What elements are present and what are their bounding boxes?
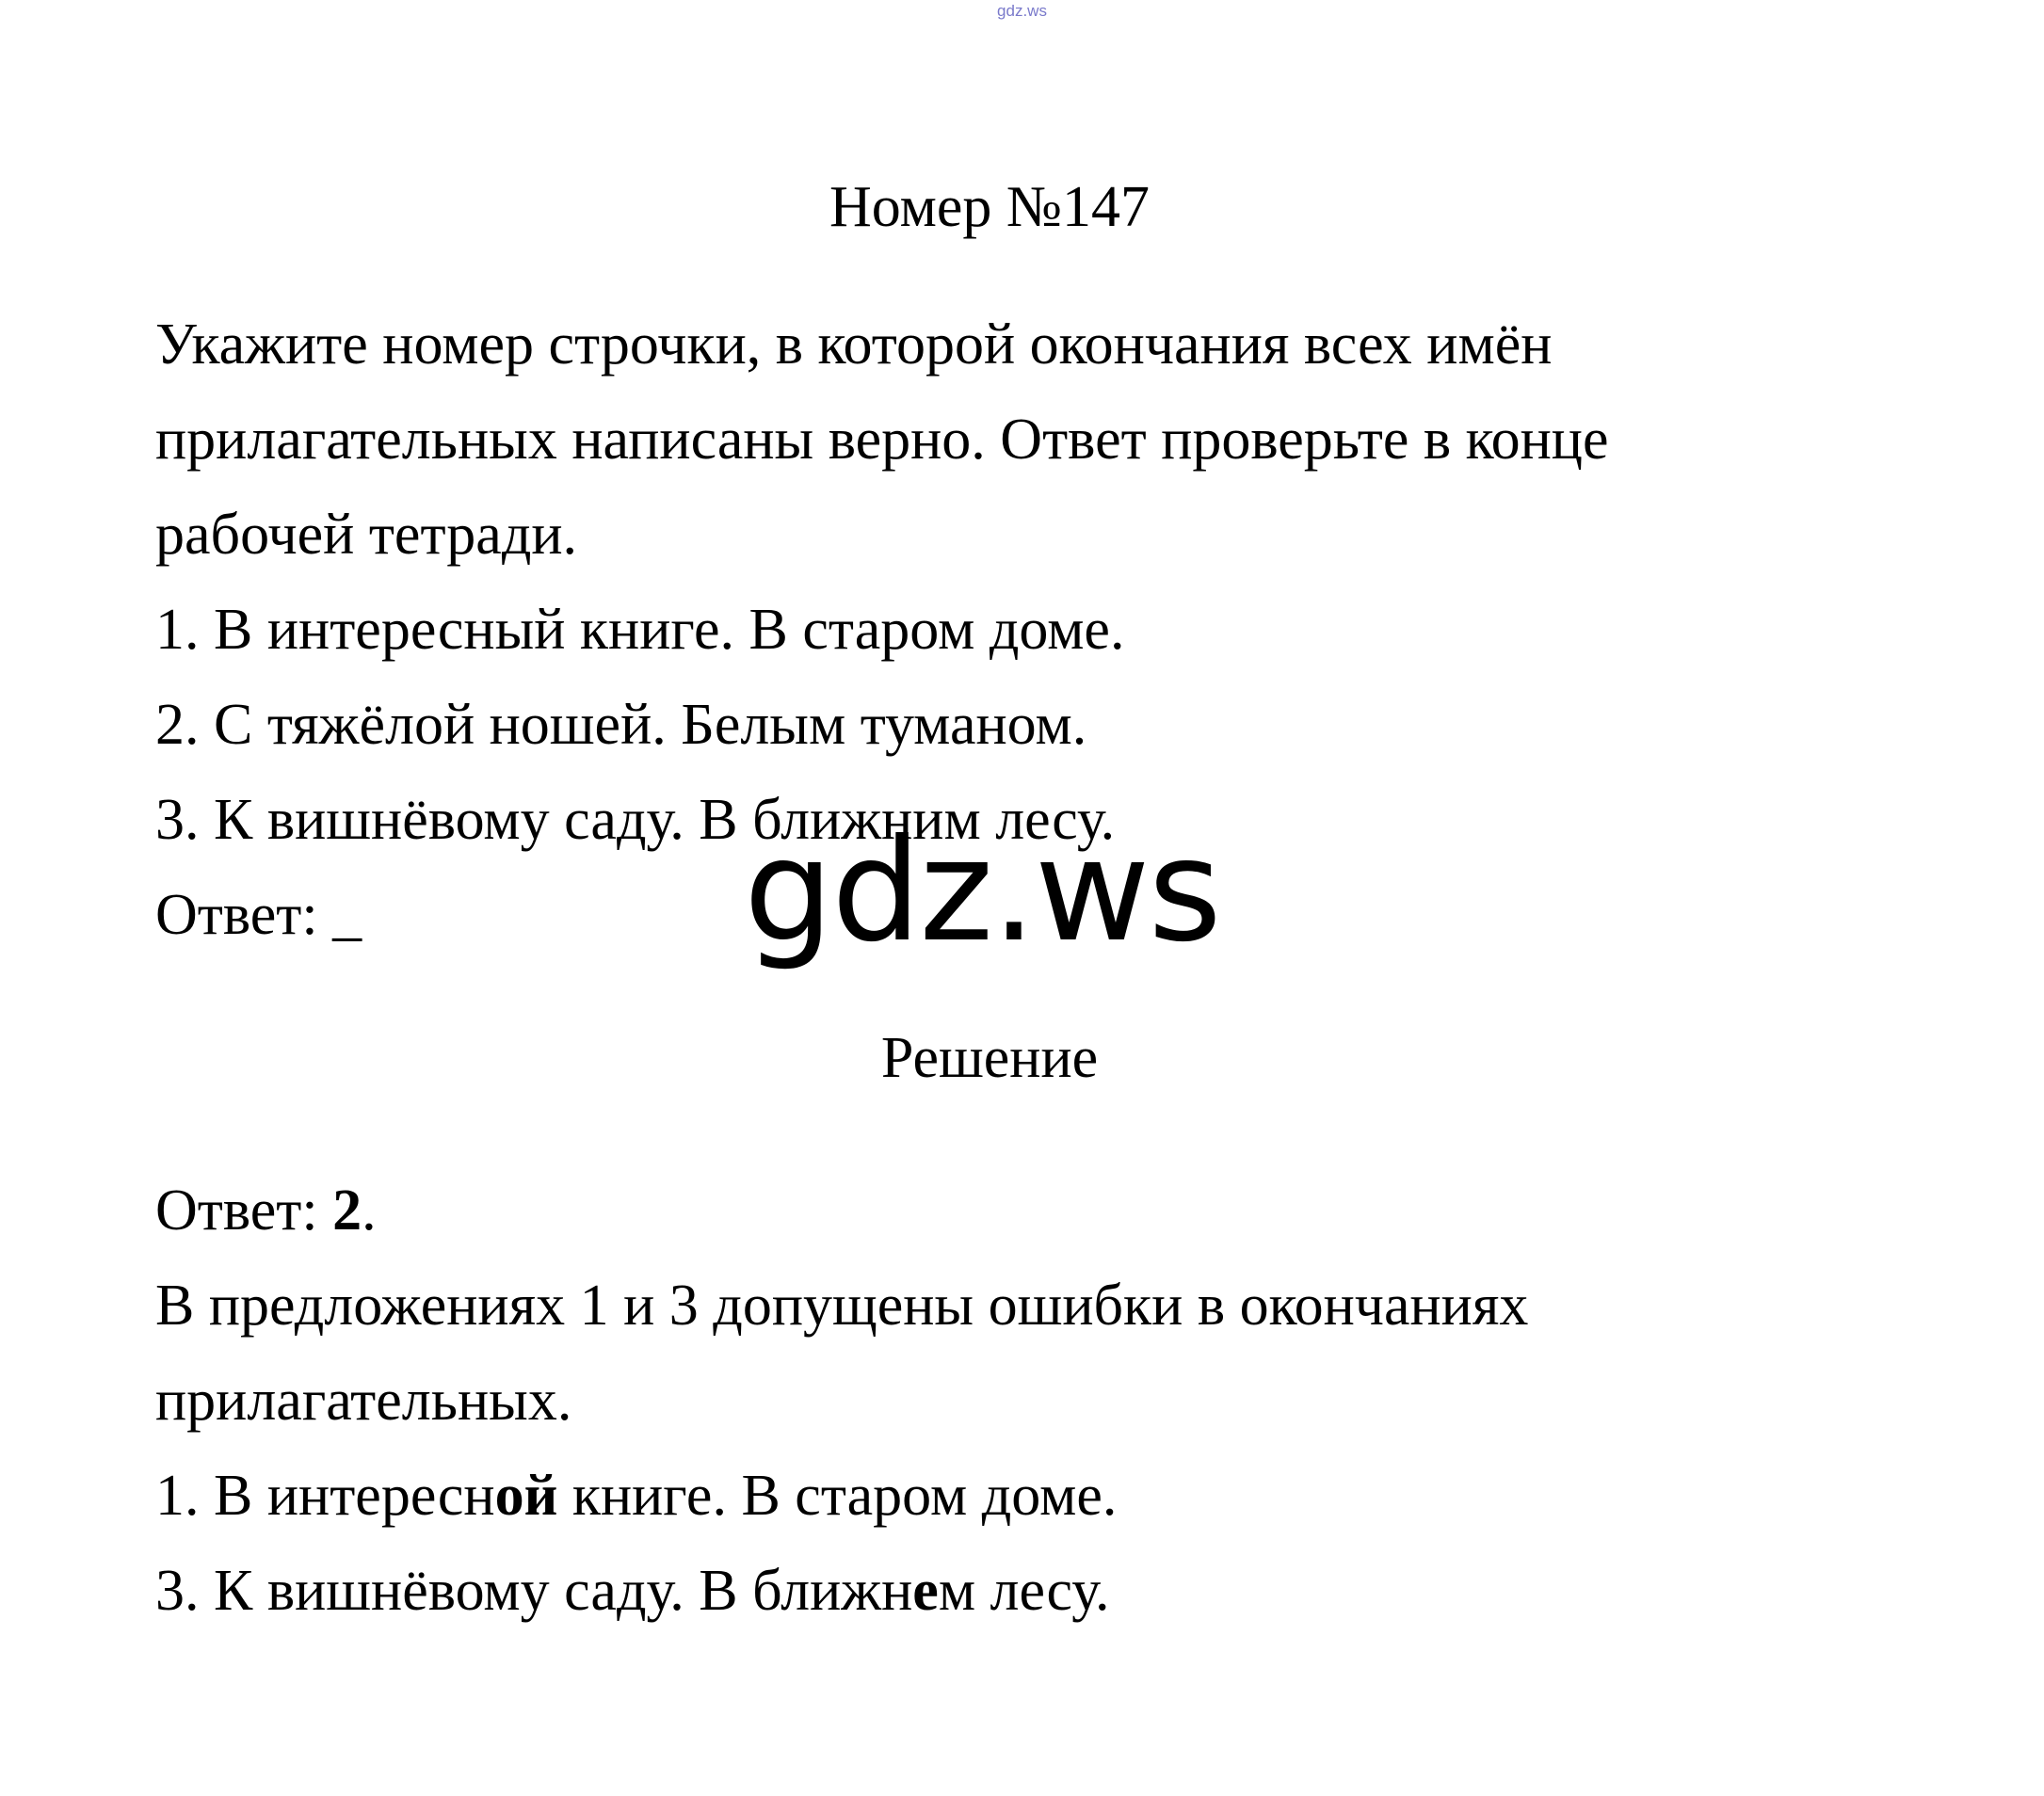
correction-before: 1. В интересн [155, 1464, 495, 1528]
task-line: рабочей тетради. [155, 503, 578, 567]
explanation-line: В предложениях 1 и 3 допущены ошибки в окончаниях [155, 1274, 1529, 1338]
answer-label: Ответ: [155, 1179, 333, 1243]
correction-line [155, 1544, 1944, 1639]
task-option: 2. С тяжёлой ношей. Белым туманом. [155, 693, 1087, 757]
answer-value: 2 [332, 1179, 362, 1243]
page-title: Номер №147 [829, 175, 1150, 239]
correction-before: 3. К вишнёвому саду. В ближн [155, 1559, 913, 1623]
explanation-line: прилагательных. [155, 1369, 572, 1433]
site-watermark: gdz.ws [744, 810, 1220, 973]
answer-prompt: Ответ: _ [155, 883, 362, 947]
correction-after: книге. В старом доме. [557, 1464, 1118, 1528]
solution-block [155, 1163, 1944, 1639]
solution-heading: Решение [880, 1026, 1099, 1090]
correction-after: м лесу. [938, 1559, 1110, 1623]
task-line: прилагательных написаны верно. Ответ проверьте в конце [155, 408, 1609, 472]
correction-ending: ой [494, 1464, 558, 1528]
header-watermark: gdz.ws [997, 2, 1047, 20]
task-option: 3. К вишнёвому саду. В ближним лесу. [155, 788, 1116, 852]
correction-ending: е [912, 1559, 939, 1623]
task-option: 1. В интересный книге. В старом доме. [155, 598, 1125, 662]
task-line: Укажите номер строчки, в которой окончания всех имён [155, 313, 1553, 377]
correction-line [155, 1449, 1944, 1544]
answer-end: . [362, 1179, 377, 1243]
solution-answer [155, 1163, 1944, 1259]
